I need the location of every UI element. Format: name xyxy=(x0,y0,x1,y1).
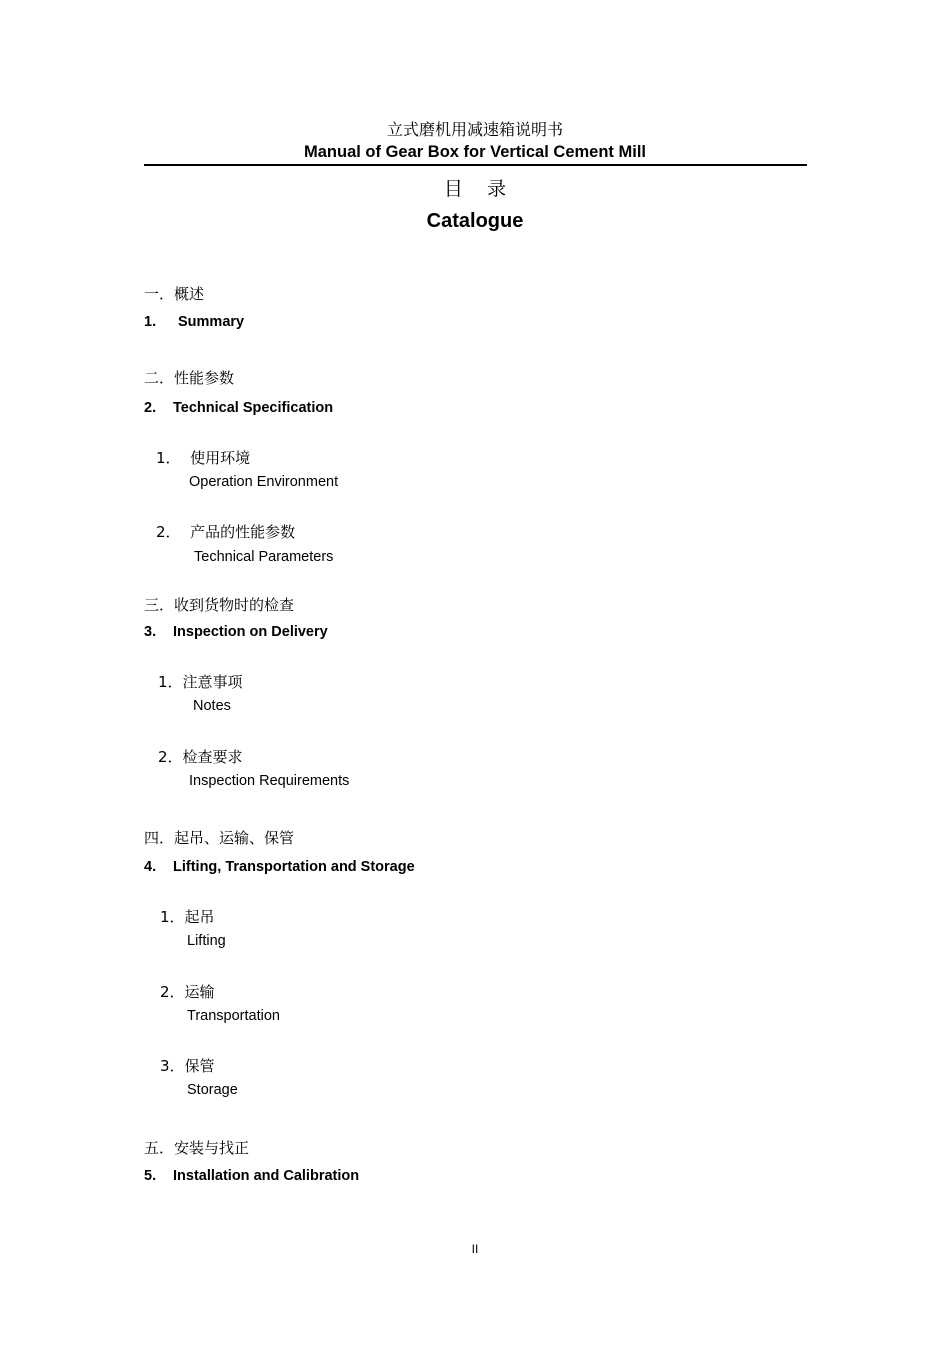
section-3-item-1-cn: 1．注意事项 xyxy=(158,673,243,691)
section-3-title-cn: 三．收到货物时的检查 xyxy=(144,596,295,614)
section-4-item-3-cn: 3．保管 xyxy=(160,1057,215,1075)
section-4-title-cn: 四．起吊、运输、保管 xyxy=(144,829,295,847)
section-3-item-2-cn: 2．检查要求 xyxy=(158,748,243,766)
section-4-number: 4. xyxy=(144,859,157,875)
section-2-item-2-cn: 2． 产品的性能参数 xyxy=(156,523,296,541)
title-english: Manual of Gear Box for Vertical Cement Mill xyxy=(304,143,646,161)
section-1-title-cn: 一．概述 xyxy=(144,285,205,303)
section-3-item-1-en: Notes xyxy=(193,698,231,714)
section-2-title-cn: 二．性能参数 xyxy=(144,369,235,387)
section-4-item-3-en: Storage xyxy=(187,1082,238,1098)
section-5-title-cn: 五．安装与找正 xyxy=(144,1139,250,1157)
section-4-item-2-en: Transportation xyxy=(187,1008,280,1024)
section-2-item-1-cn: 1． 使用环境 xyxy=(156,449,251,467)
section-2-title-en: Technical Specification xyxy=(173,400,334,416)
section-2-item-1-en: Operation Environment xyxy=(189,474,339,490)
section-4-title-en: Lifting, Transportation and Storage xyxy=(173,859,415,875)
header-rule xyxy=(144,164,807,166)
section-2-item-2-en: Technical Parameters xyxy=(194,549,334,565)
section-5-title-en: Installation and Calibration xyxy=(173,1168,360,1184)
section-3-title-en: Inspection on Delivery xyxy=(173,624,328,640)
section-4-item-1-cn: 1．起吊 xyxy=(160,908,215,926)
section-1-title-en: Summary xyxy=(178,314,245,330)
section-1-number: 1. xyxy=(144,314,157,330)
toc-heading-english: Catalogue xyxy=(426,210,524,232)
section-5-number: 5. xyxy=(144,1168,157,1184)
title-chinese: 立式磨机用减速箱说明书 xyxy=(386,120,563,139)
section-4-item-2-cn: 2．运输 xyxy=(160,983,215,1001)
section-2-number: 2. xyxy=(144,400,157,416)
section-4-item-1-en: Lifting xyxy=(187,933,226,949)
toc-heading-chinese: 目 录 xyxy=(443,178,507,200)
page-number: II xyxy=(471,1242,479,1256)
section-3-number: 3. xyxy=(144,624,157,640)
section-3-item-2-en: Inspection Requirements xyxy=(189,773,350,789)
